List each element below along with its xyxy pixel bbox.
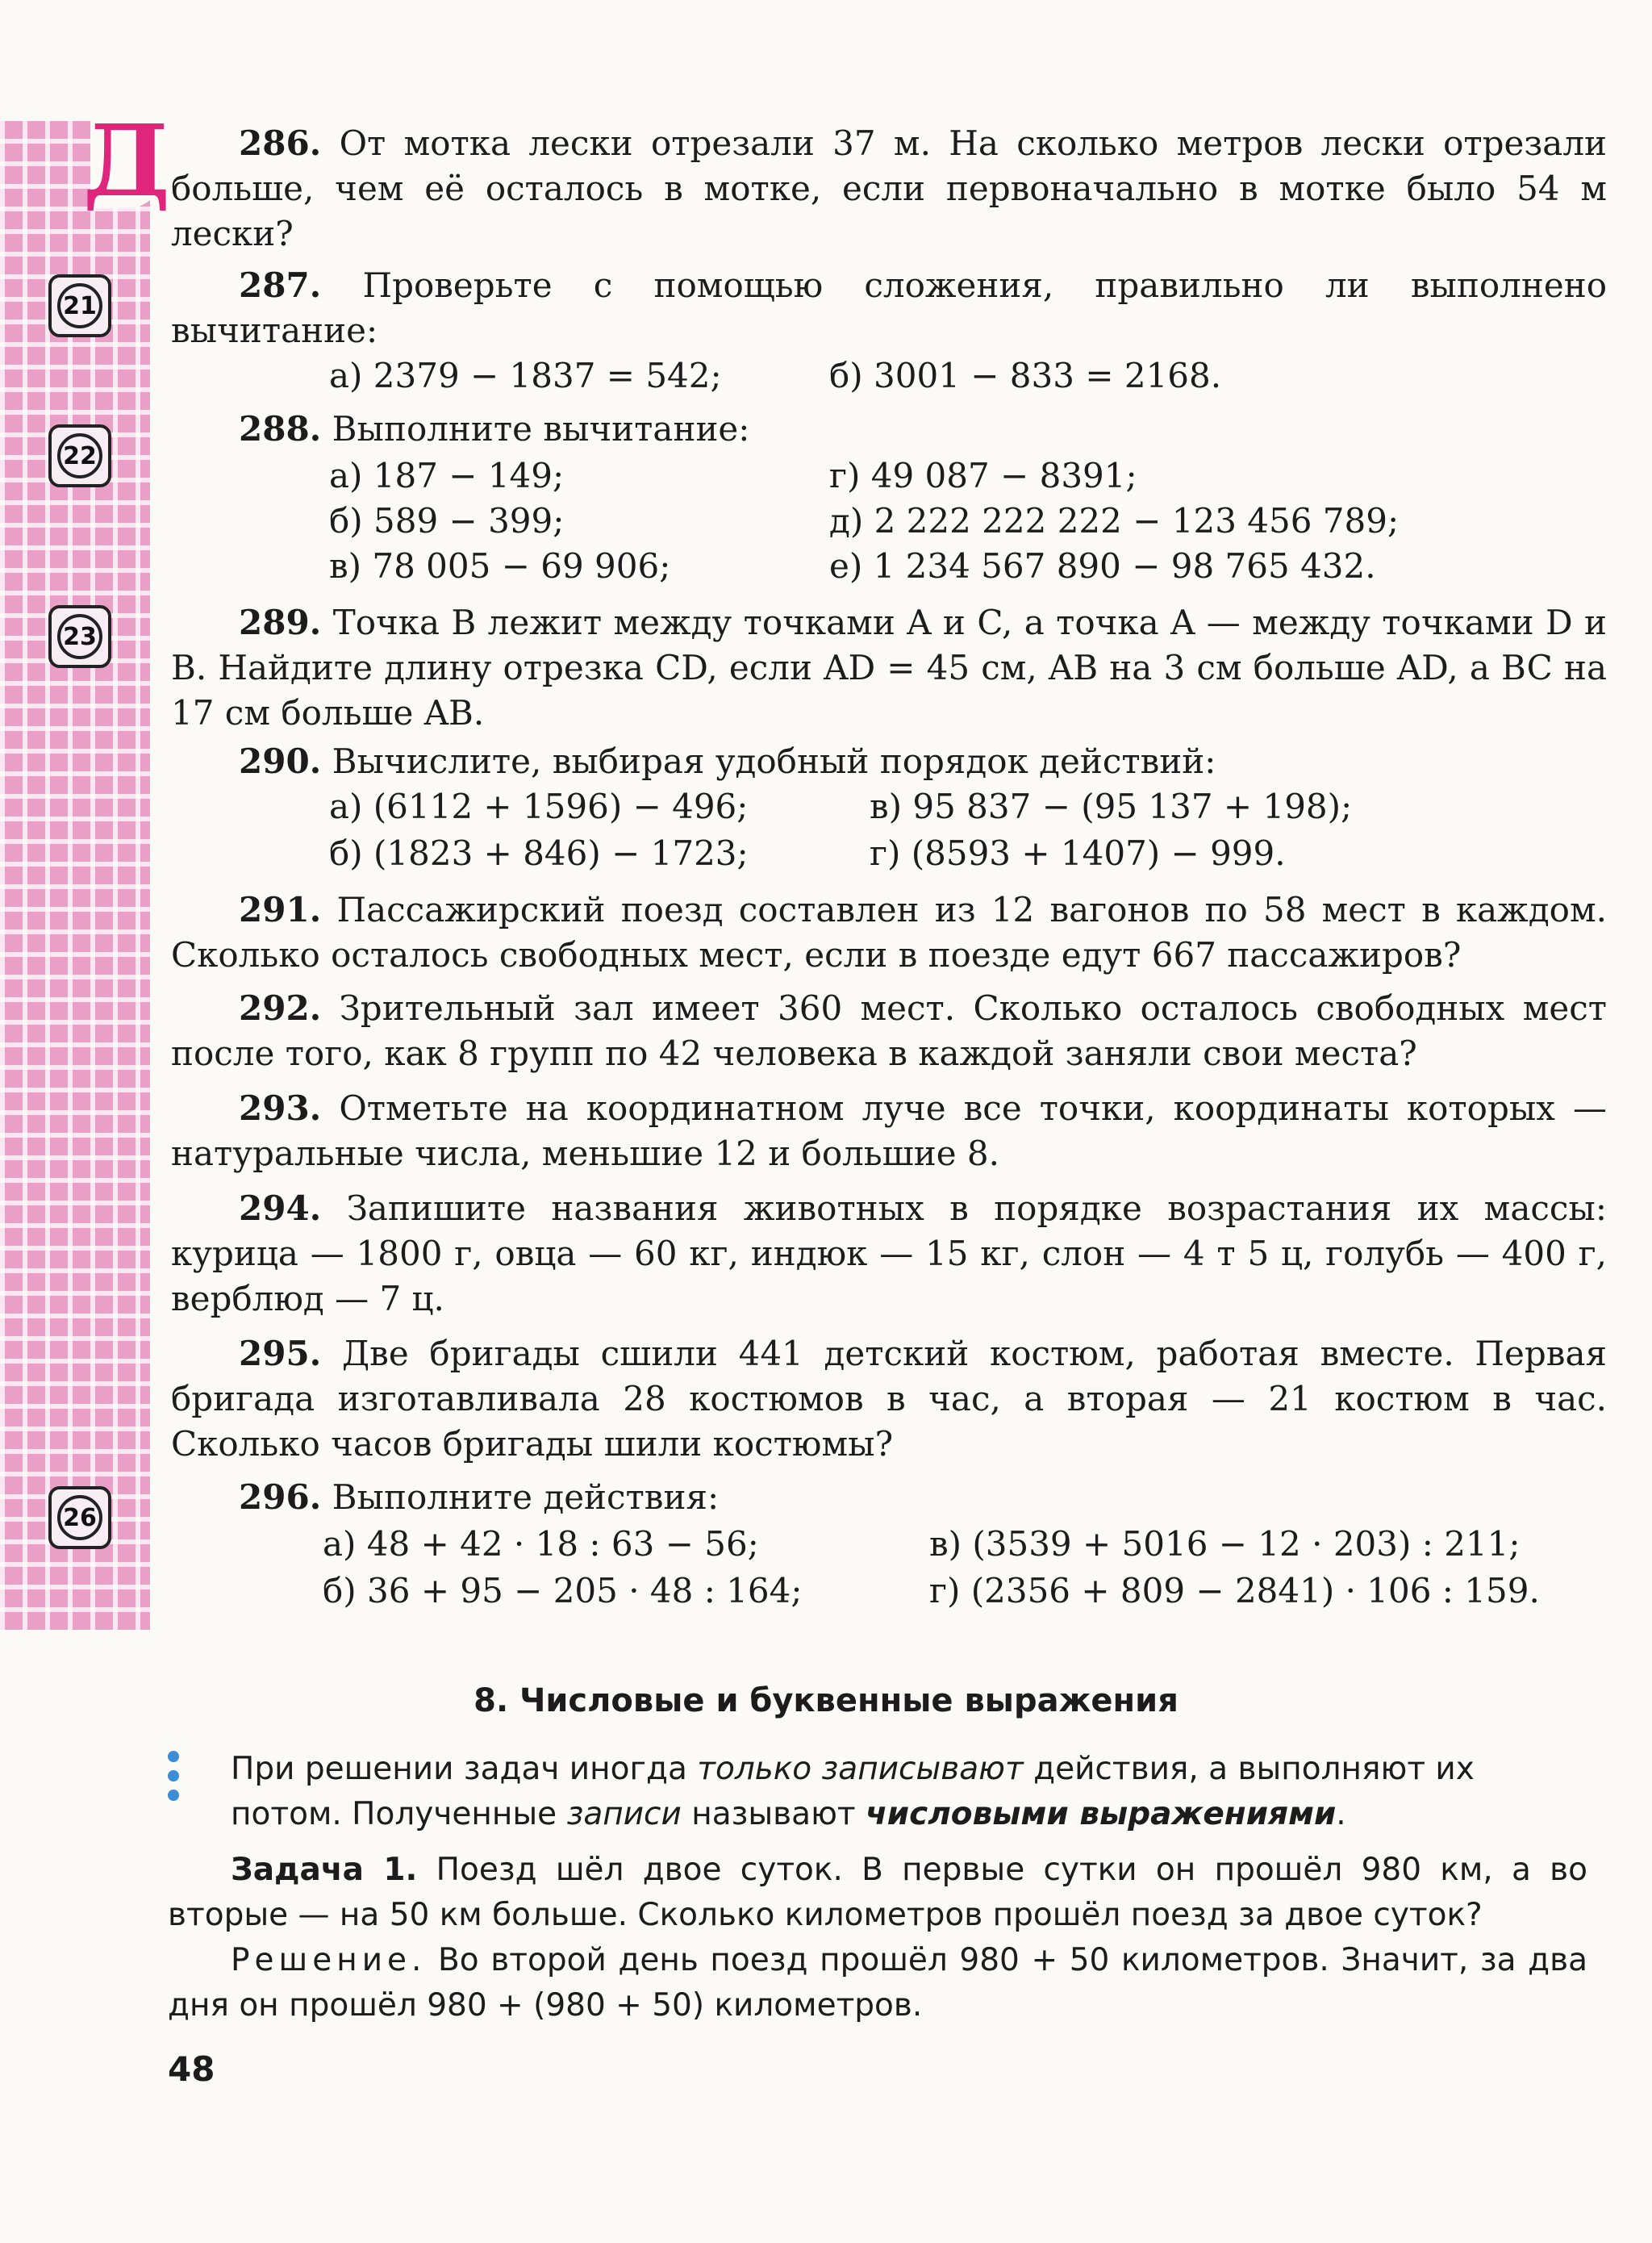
page-number: 48 [168, 2049, 215, 2089]
difficulty-level-marker: 21 [48, 274, 111, 337]
problem-number: 286. [239, 123, 322, 163]
problem-text: Зрительный зал имеет 360 мест. Сколько осталось свободных мест после того, как 8 групп по 42 человека в каждой заняли свои места? [171, 988, 1607, 1073]
option-v: в) 78 005 − 69 906; [329, 546, 671, 586]
difficulty-level-marker: 22 [48, 424, 111, 487]
option-b: б) 36 + 95 − 205 · 48 : 164; [323, 1571, 803, 1610]
option-a: а) 187 − 149; [329, 456, 565, 495]
option-d: д) 2 222 222 222 − 123 456 789; [829, 501, 1400, 541]
problem-text: Запишите названия животных в порядке возрастания их массы: курица — 1800 г, овца — 60 кг, индюк — 15 кг, слон — 4 т 5 ц, голубь — 400 г, верблюд — 7 ц. [171, 1188, 1607, 1318]
problem-number: 291. [239, 890, 322, 929]
option-b: б) (1823 + 846) − 1723; [329, 833, 749, 873]
option-g: г) (2356 + 809 − 2841) · 106 : 159. [929, 1571, 1540, 1610]
problem-number: 293. [239, 1088, 322, 1128]
option-v: в) (3539 + 5016 − 12 · 203) : 211; [929, 1524, 1521, 1564]
task-1 [168, 1848, 1587, 2028]
option-b: б) 3001 − 833 = 2168. [829, 356, 1222, 395]
problem-number: 290. [239, 741, 322, 781]
difficulty-level-marker: 26 [48, 1486, 111, 1549]
problem-286 [171, 121, 1607, 257]
rule-text: При решении задач иногда только записывают действия, а выполняют их потом. Полученные записи называют числовыми выражениями. [231, 1751, 1475, 1832]
problem-number: 288. [239, 409, 322, 449]
task-label: Задача 1. [231, 1852, 418, 1888]
problem-number: 289. [239, 603, 322, 642]
option-a: а) (6112 + 1596) − 496; [329, 787, 749, 826]
option-b: б) 589 − 399; [329, 501, 565, 541]
problem-292 [171, 986, 1607, 1076]
problem-287 [171, 263, 1607, 353]
problem-296 [171, 1475, 1607, 1520]
option-e: е) 1 234 567 890 − 98 765 432. [829, 546, 1376, 586]
task-text: Поезд шёл двое суток. В первые сутки он прошёл 980 км, а во вторые — на 50 км больше. Сколько километров прошёл поезд за двое суток? [168, 1852, 1587, 1933]
section-title: 8. Числовые и буквенные выражения [473, 1682, 1179, 1719]
rule-marker-dots [168, 1751, 182, 1809]
problem-text: Точка B лежит между точками A и C, а точка A — между точками D и B. Найдите длину отрезка CD, если AD = 45 см, AB на 3 см больше AD, а BC на 17 см больше AB. [171, 603, 1607, 733]
problem-291 [171, 888, 1607, 978]
problem-text: Выполните вычитание: [332, 409, 750, 449]
solution-label: Решение. [231, 1942, 427, 1978]
problem-text: Отметьте на координатном луче все точки, координаты которых — натуральные числа, меньшие 12 и большие 8. [171, 1088, 1607, 1173]
problem-text: Вычислите, выбирая удобный порядок действий: [332, 741, 1216, 781]
problem-293 [171, 1086, 1607, 1176]
problem-290 [171, 739, 1607, 784]
problem-text: Пассажирский поезд составлен из 12 вагонов по 58 мест в каждом. Сколько осталось свободных мест, если в поезде едут 667 пассажиров? [171, 890, 1607, 975]
option-v: в) 95 837 − (95 137 + 198); [870, 787, 1353, 826]
option-a: а) 48 + 42 · 18 : 63 − 56; [323, 1524, 759, 1564]
problem-text: От мотка лески отрезали 37 м. На сколько метров лески отрезали больше, чем её осталось в мотке, если первоначально в мотке было 54 м лески? [171, 123, 1608, 253]
problem-number: 295. [239, 1334, 322, 1373]
problem-text: Выполните действия: [332, 1477, 720, 1517]
difficulty-level-marker: 23 [48, 605, 111, 668]
solution-text: Во второй день поезд прошёл 980 + 50 километров. Значит, за два дня он прошёл 980 + (980 + 50) километров. [168, 1942, 1587, 2024]
problem-text: Проверьте с помощью сложения, правильно ли выполнено вычитание: [171, 265, 1607, 350]
problem-294 [171, 1186, 1607, 1322]
option-g: г) 49 087 − 8391; [829, 456, 1137, 495]
problem-288 [171, 407, 1607, 452]
problem-number: 294. [239, 1188, 322, 1228]
option-a: а) 2379 − 1837 = 542; [329, 356, 722, 395]
problem-number: 287. [239, 265, 322, 305]
problem-289 [171, 600, 1607, 736]
problem-text: Две бригады сшили 441 детский костюм, работая вместе. Первая бригада изготавливала 28 костюмов в час, а вторая — 21 костюм в час. Сколько часов бригады шили костюмы? [171, 1334, 1607, 1464]
problem-number: 296. [239, 1477, 322, 1517]
section-letter-badge: Д [82, 102, 171, 219]
problem-295 [171, 1331, 1607, 1467]
problem-number: 292. [239, 988, 322, 1028]
decorative-margin-strip [0, 121, 150, 1630]
option-g: г) (8593 + 1407) − 999. [870, 833, 1286, 873]
